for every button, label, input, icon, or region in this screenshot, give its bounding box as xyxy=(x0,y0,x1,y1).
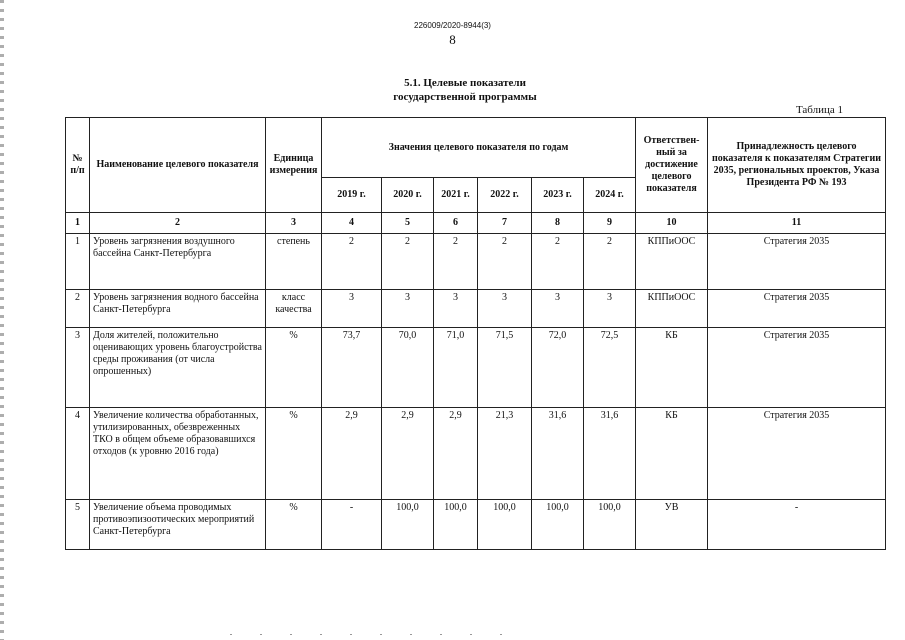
row-value: 2 xyxy=(584,234,636,290)
row-value: 2,9 xyxy=(322,408,382,500)
scan-edge-marks xyxy=(0,0,4,640)
row-responsible: УВ xyxy=(636,500,708,550)
row-num: 2 xyxy=(66,290,90,328)
column-number: 10 xyxy=(636,213,708,234)
column-number: 9 xyxy=(584,213,636,234)
row-responsible: КППиООС xyxy=(636,290,708,328)
row-name: Увеличение объема проводимых противоэпизоотических мероприятий Санкт-Петербурга xyxy=(90,500,266,550)
column-number: 6 xyxy=(434,213,478,234)
table-row xyxy=(66,408,886,500)
column-number: 8 xyxy=(532,213,584,234)
row-unit: % xyxy=(266,500,322,550)
row-belonging: - xyxy=(708,500,886,550)
row-num: 4 xyxy=(66,408,90,500)
page-number: 8 xyxy=(449,32,456,47)
row-value: 71,0 xyxy=(434,328,478,408)
row-name: Увеличение количества обработанных, утилизированных, обезвреженных ТКО в общем объеме образовавшихся отходов (к уровню 2016 года) xyxy=(90,408,266,500)
header-unit: Единица измерения xyxy=(266,118,322,213)
column-number: 2 xyxy=(90,213,266,234)
row-name: Уровень загрязнения водного бассейна Санкт-Петербурга xyxy=(90,290,266,328)
row-value: 71,5 xyxy=(478,328,532,408)
row-responsible: КППиООС xyxy=(636,234,708,290)
table-row xyxy=(66,328,886,408)
document-id: 226009/2020-8944(3) xyxy=(414,21,491,30)
row-num: 1 xyxy=(66,234,90,290)
table-row xyxy=(66,500,886,550)
row-num: 5 xyxy=(66,500,90,550)
column-number: 5 xyxy=(382,213,434,234)
row-value: 3 xyxy=(434,290,478,328)
row-value: 31,6 xyxy=(584,408,636,500)
row-name: Доля жителей, положительно оценивающих уровень благоустройства среды проживания (от числа опрошенных) xyxy=(90,328,266,408)
row-value: 31,6 xyxy=(532,408,584,500)
row-value: 2 xyxy=(532,234,584,290)
header-num: № п/п xyxy=(66,118,90,213)
header-year: 2022 г. xyxy=(478,178,532,213)
row-responsible: КБ xyxy=(636,328,708,408)
row-value: 3 xyxy=(584,290,636,328)
table-row xyxy=(66,234,886,290)
row-value: 100,0 xyxy=(584,500,636,550)
row-unit: класс качества xyxy=(266,290,322,328)
section-title xyxy=(250,76,680,104)
row-value: 2,9 xyxy=(434,408,478,500)
row-value: 72,5 xyxy=(584,328,636,408)
title-line-2: государственной программы xyxy=(393,91,537,103)
row-value: 100,0 xyxy=(434,500,478,550)
column-number: 1 xyxy=(66,213,90,234)
row-belonging: Стратегия 2035 xyxy=(708,234,886,290)
row-value: - xyxy=(322,500,382,550)
row-value: 2 xyxy=(478,234,532,290)
row-value: 73,7 xyxy=(322,328,382,408)
row-value: 3 xyxy=(322,290,382,328)
column-number: 11 xyxy=(708,213,886,234)
header-year: 2019 г. xyxy=(322,178,382,213)
row-unit: степень xyxy=(266,234,322,290)
row-num: 3 xyxy=(66,328,90,408)
row-unit: % xyxy=(266,328,322,408)
row-responsible: КБ xyxy=(636,408,708,500)
row-value: 3 xyxy=(382,290,434,328)
row-value: 72,0 xyxy=(532,328,584,408)
header-values-group: Значения целевого показателя по годам xyxy=(322,118,636,178)
row-value: 3 xyxy=(532,290,584,328)
table-label: Таблица 1 xyxy=(795,104,843,116)
table-row xyxy=(66,290,886,328)
row-name: Уровень загрязнения воздушного бассейна Санкт-Петербурга xyxy=(90,234,266,290)
row-value: 2 xyxy=(434,234,478,290)
header-year: 2021 г. xyxy=(434,178,478,213)
scan-bottom-marks xyxy=(230,634,530,635)
title-line-1: 5.1. Целевые показатели xyxy=(404,77,526,89)
row-unit: % xyxy=(266,408,322,500)
indicators-table xyxy=(65,117,886,550)
header-year: 2024 г. xyxy=(584,178,636,213)
header-name: Наименование целевого показателя xyxy=(90,118,266,213)
row-value: 2 xyxy=(382,234,434,290)
header-year: 2023 г. xyxy=(532,178,584,213)
column-number: 4 xyxy=(322,213,382,234)
row-value: 100,0 xyxy=(478,500,532,550)
row-belonging: Стратегия 2035 xyxy=(708,328,886,408)
row-value: 100,0 xyxy=(382,500,434,550)
column-number: 3 xyxy=(266,213,322,234)
row-value: 2,9 xyxy=(382,408,434,500)
row-value: 100,0 xyxy=(532,500,584,550)
header-belonging: Принадлежность целевого показателя к показателям Стратегии 2035, региональных проектов, Указа Президента РФ № 193 xyxy=(708,118,886,213)
header-responsible: Ответствен-ный за достижение целевого показателя xyxy=(636,118,708,213)
row-value: 21,3 xyxy=(478,408,532,500)
row-value: 70,0 xyxy=(382,328,434,408)
column-number: 7 xyxy=(478,213,532,234)
row-belonging: Стратегия 2035 xyxy=(708,290,886,328)
row-value: 3 xyxy=(478,290,532,328)
header-year: 2020 г. xyxy=(382,178,434,213)
column-number-row xyxy=(66,213,886,234)
row-value: 2 xyxy=(322,234,382,290)
row-belonging: Стратегия 2035 xyxy=(708,408,886,500)
